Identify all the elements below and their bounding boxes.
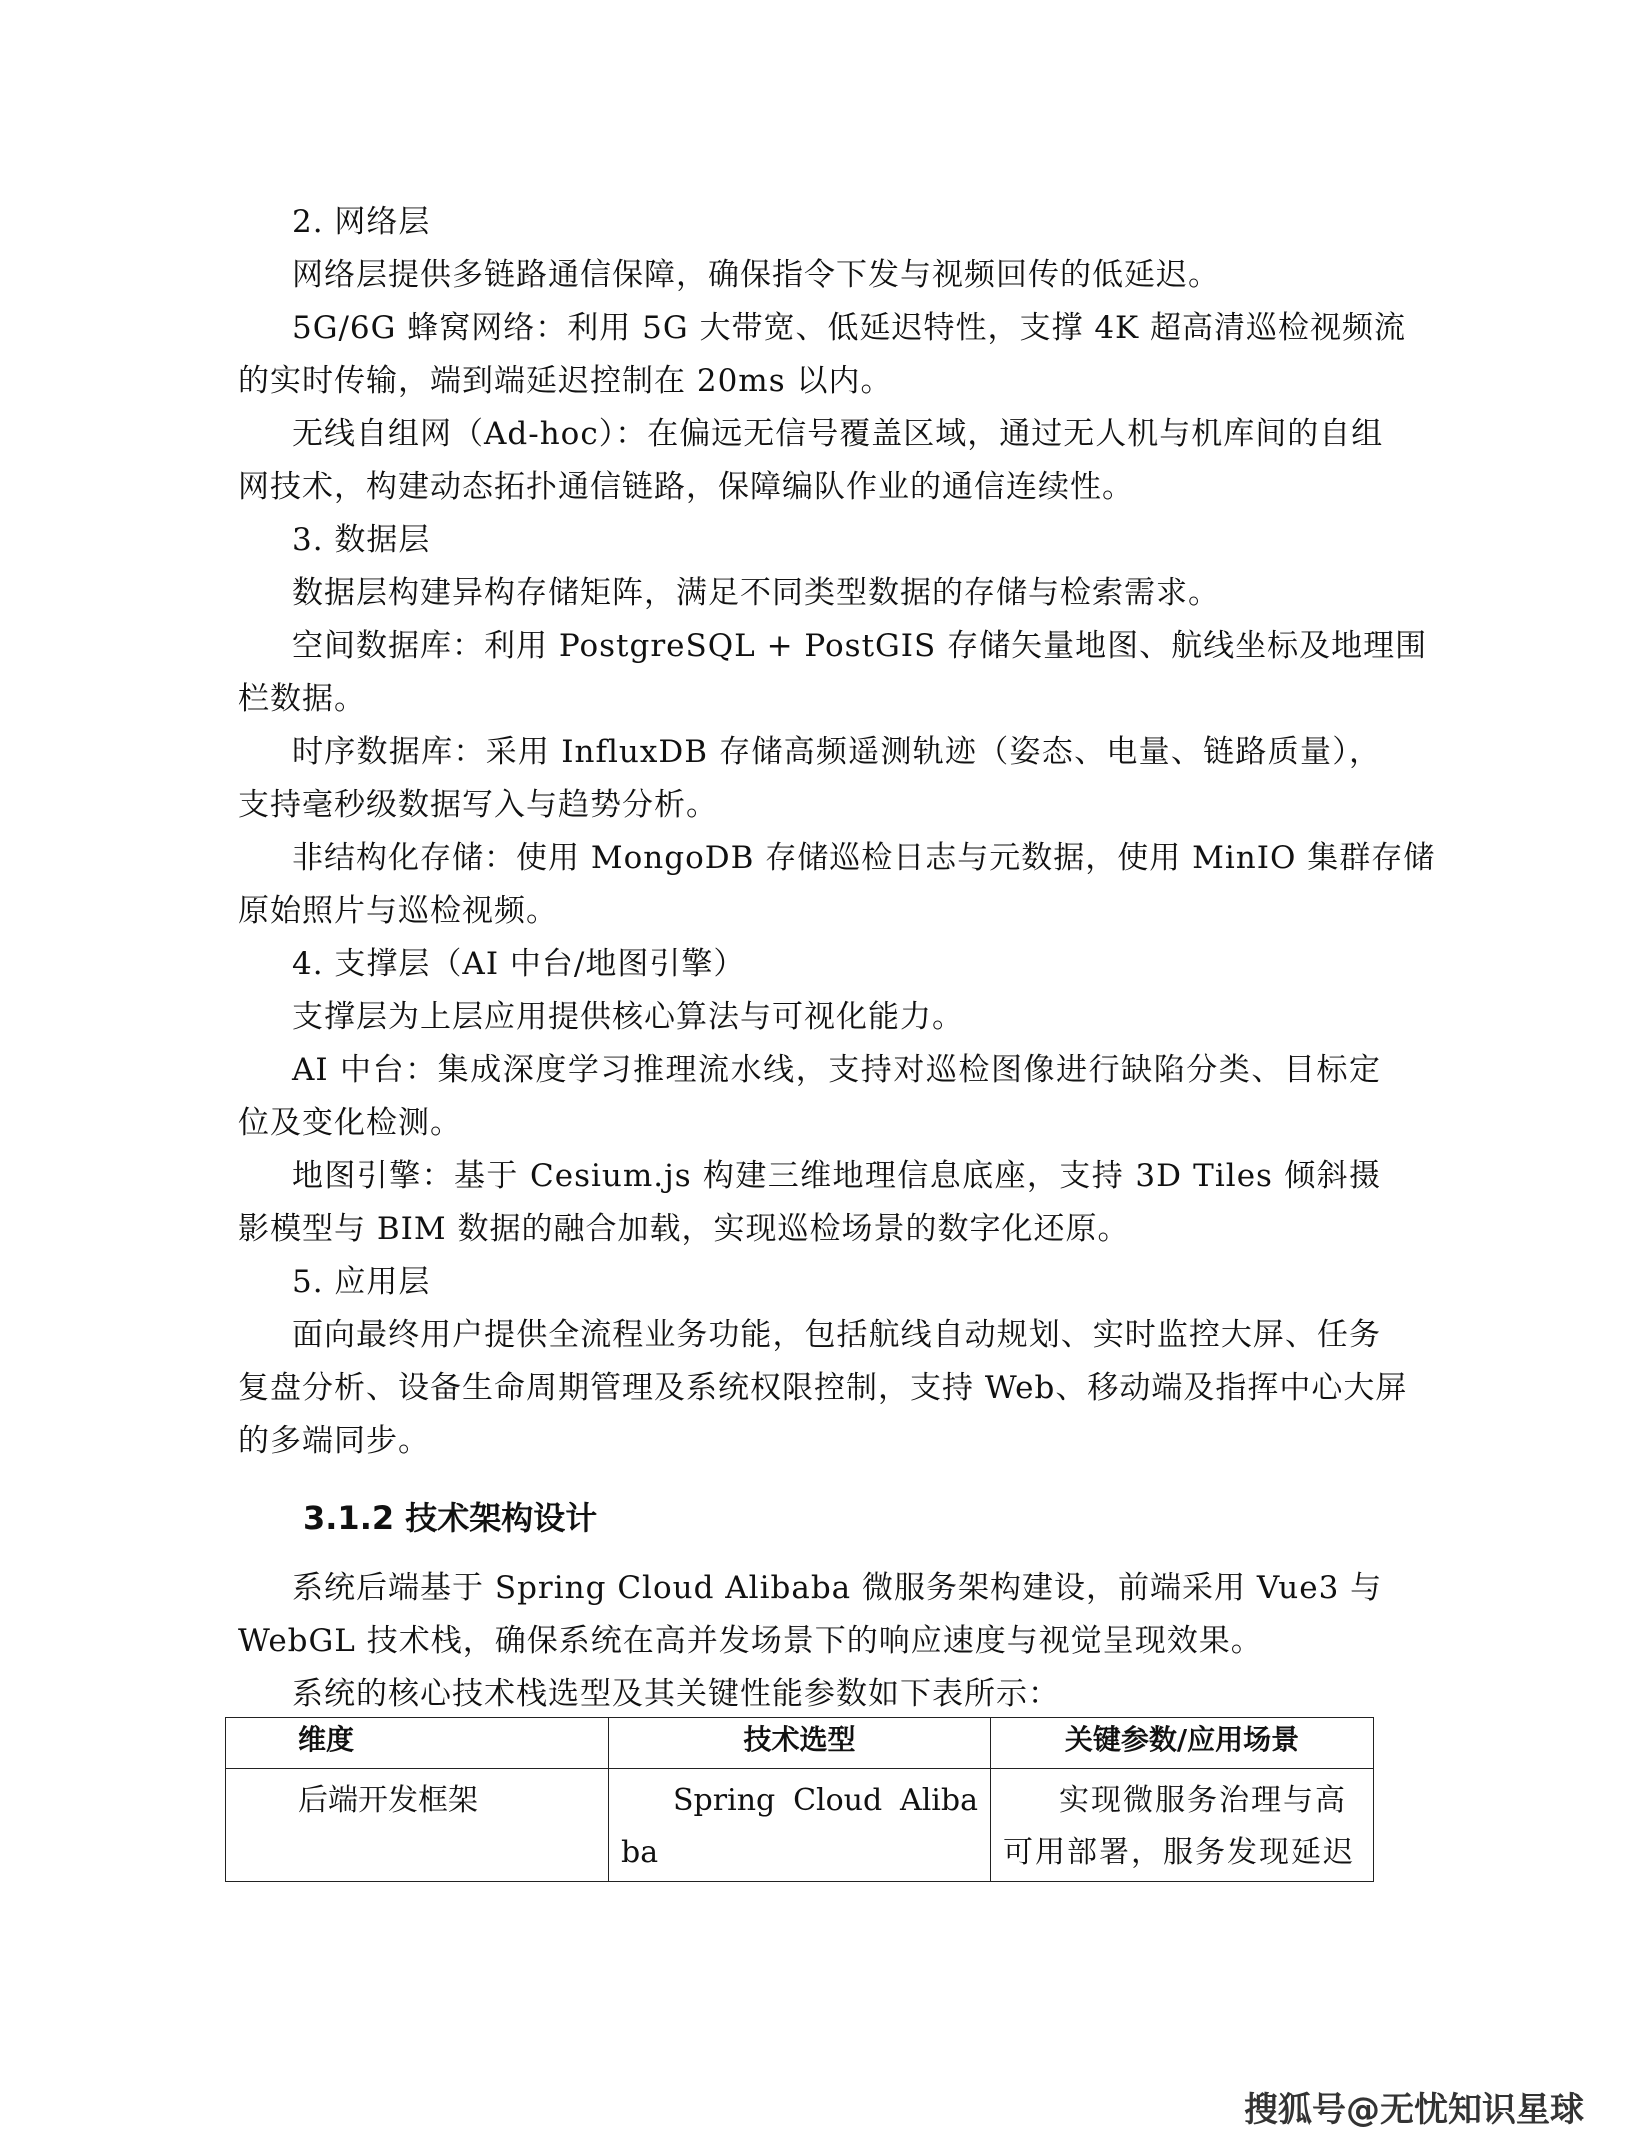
- subsection-title-application: 5. 应用层: [292, 1264, 431, 1300]
- header-technology: 技术选型: [609, 1718, 991, 1769]
- table-row: [226, 1769, 1374, 1882]
- subsection-title-support: 4. 支撑层（AI 中台/地图引擎）: [292, 946, 746, 982]
- paragraph-line: 网技术，构建动态拓扑通信链路，保障编队作业的通信连续性。: [238, 469, 1134, 505]
- paragraph-line: 地图引擎：基于 Cesium.js 构建三维地理信息底座，支持 3D Tiles 倾斜摄: [292, 1158, 1381, 1194]
- paragraph-line: 位及变化检测。: [238, 1105, 462, 1141]
- paragraph-line: WebGL 技术栈，确保系统在高并发场景下的响应速度与视觉呈现效果。: [238, 1623, 1263, 1659]
- paragraph-line: 无线自组网（Ad-hoc）：在偏远无信号覆盖区域，通过无人机与机库间的自组: [292, 416, 1384, 452]
- paragraph-line: 网络层提供多链路通信保障，确保指令下发与视频回传的低延迟。: [292, 257, 1220, 293]
- paragraph-line: 5G/6G 蜂窝网络：利用 5G 大带宽、低延迟特性，支撑 4K 超高清巡检视频流: [292, 310, 1407, 346]
- paragraph-line: 复盘分析、设备生命周期管理及系统权限控制，支持 Web、移动端及指挥中心大屏: [238, 1370, 1408, 1406]
- paragraph-line: 支持毫秒级数据写入与趋势分析。: [238, 787, 718, 823]
- paragraph-line: 影模型与 BIM 数据的融合加载，实现巡检场景的数字化还原。: [238, 1211, 1130, 1247]
- header-dimension: 维度: [226, 1718, 609, 1769]
- subsection-title-network: 2. 网络层: [292, 204, 431, 240]
- paragraph-line: 的多端同步。: [238, 1423, 430, 1459]
- cell-params: 实现微服务治理与高可用部署，服务发现延迟: [991, 1769, 1374, 1882]
- header-params: 关键参数/应用场景: [991, 1718, 1374, 1769]
- paragraph-line: 的实时传输，端到端延迟控制在 20ms 以内。: [238, 363, 893, 399]
- cell-dimension: 后端开发框架: [226, 1769, 609, 1882]
- paragraph-line: 支撑层为上层应用提供核心算法与可视化能力。: [292, 999, 964, 1035]
- paragraph-line: 空间数据库：利用 PostgreSQL + PostGIS 存储矢量地图、航线坐标及地理围: [292, 628, 1428, 664]
- watermark: 搜狐号@无忧知识星球: [1244, 2090, 1584, 2130]
- tech-stack-table: [225, 1717, 1374, 1882]
- section-heading: 3.1.2 技术架构设计: [303, 1499, 598, 1537]
- cell-technology: Spring Cloud Alibaba: [609, 1769, 991, 1882]
- paragraph-line: 面向最终用户提供全流程业务功能，包括航线自动规划、实时监控大屏、任务: [292, 1317, 1381, 1353]
- paragraph-line: 时序数据库：采用 InfluxDB 存储高频遥测轨迹（姿态、电量、链路质量），: [292, 734, 1381, 770]
- table-intro: 系统的核心技术栈选型及其关键性能参数如下表所示：: [292, 1676, 1060, 1712]
- table-header-row: [226, 1718, 1374, 1769]
- paragraph-line: AI 中台：集成深度学习推理流水线，支持对巡检图像进行缺陷分类、目标定: [292, 1052, 1381, 1088]
- paragraph-line: 非结构化存储：使用 MongoDB 存储巡检日志与元数据，使用 MinIO 集群存储: [292, 840, 1436, 876]
- paragraph-line: 栏数据。: [238, 681, 366, 717]
- paragraph-line: 数据层构建异构存储矩阵，满足不同类型数据的存储与检索需求。: [292, 575, 1220, 611]
- paragraph-line: 原始照片与巡检视频。: [238, 893, 558, 929]
- subsection-title-data: 3. 数据层: [292, 522, 431, 558]
- paragraph-line: 系统后端基于 Spring Cloud Alibaba 微服务架构建设，前端采用 Vue3 与: [292, 1570, 1383, 1606]
